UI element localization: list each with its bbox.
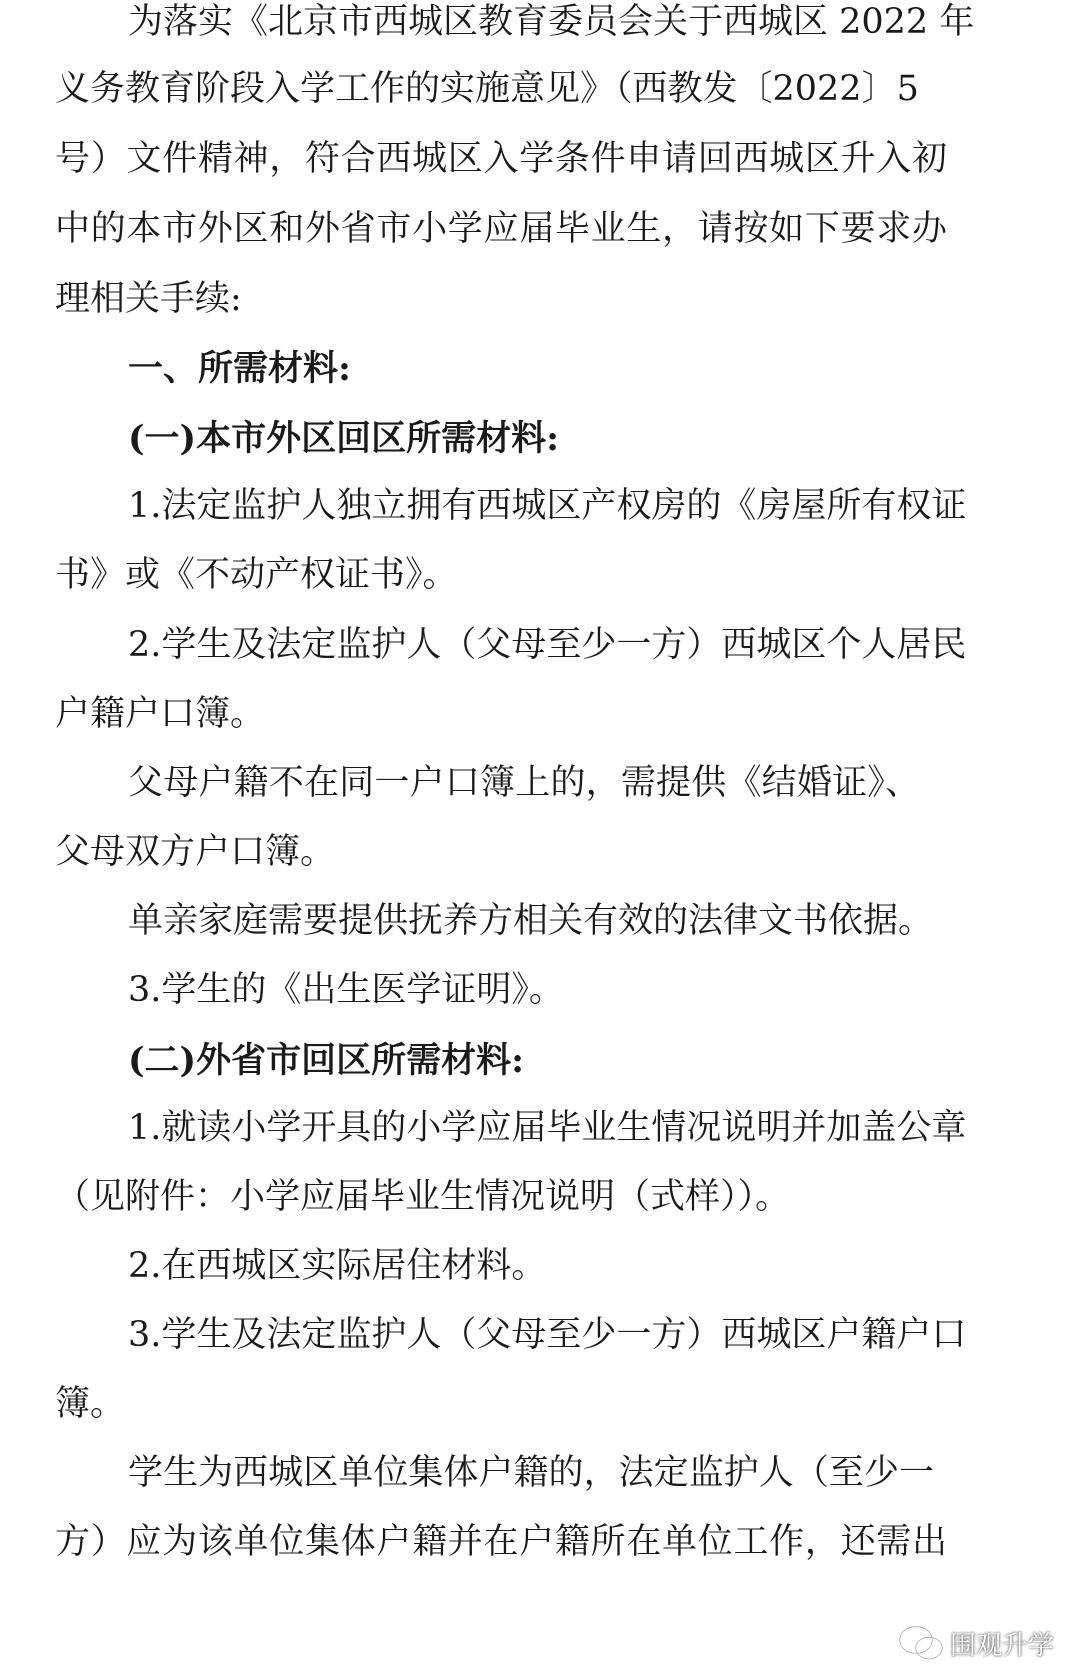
paragraph-line: 方）应为该单位集体户籍并在户籍所在单位工作，还需出 — [55, 1522, 947, 1562]
paragraph-line: 父母户籍不在同一户口簿上的，需提供《结婚证》、 — [128, 763, 920, 803]
paragraph-line: 1.法定监护人独立拥有西城区产权房的《房屋所有权证 — [128, 486, 967, 526]
paragraph-line: 3.学生的《出生医学证明》。 — [128, 970, 564, 1010]
paragraph-line: 为落实《北京市西城区教育委员会关于西城区 2022 年 — [128, 2, 975, 42]
paragraph-line: 中的本市外区和外省市小学应届毕业生，请按如下要求办 — [55, 209, 947, 249]
subsection-heading: (一)本市外区回区所需材料: — [128, 418, 560, 459]
paragraph-line: 书》或《不动产权证书》。 — [55, 555, 458, 595]
paragraph-line: 学生为西城区单位集体户籍的，法定监护人（至少一 — [128, 1453, 934, 1493]
section-heading: 一、所需材料: — [128, 348, 351, 389]
wechat-icon — [898, 1623, 944, 1663]
watermark-text: 围观升学 — [950, 1630, 1055, 1661]
paragraph-line: 2.学生及法定监护人（父母至少一方）西城区个人居民 — [128, 625, 967, 665]
paragraph-line: 1.就读小学开具的小学应届毕业生情况说明并加盖公章 — [128, 1108, 967, 1148]
paragraph-line: 理相关手续: — [55, 279, 242, 319]
watermark — [898, 1620, 1054, 1666]
subsection-heading: (二)外省市回区所需材料: — [128, 1040, 525, 1081]
paragraph-line: 父母双方户口簿。 — [55, 832, 336, 872]
paragraph-line: （见附件：小学应届毕业生情况说明（式样））。 — [55, 1177, 791, 1217]
paragraph-line: 单亲家庭需要提供抚养方相关有效的法律文书依据。 — [128, 901, 934, 941]
paragraph-line: 户籍户口簿。 — [55, 694, 266, 734]
paragraph-line: 2.在西城区实际居住材料。 — [128, 1246, 547, 1286]
paragraph-line: 号）文件精神，符合西城区入学条件申请回西城区升入初 — [55, 139, 947, 179]
paragraph-line: 3.学生及法定监护人（父母至少一方）西城区户籍户口 — [128, 1315, 967, 1355]
paragraph-line: 簿。 — [55, 1384, 126, 1424]
paragraph-line: 义务教育阶段入学工作的实施意见》（西教发〔2022〕5 — [55, 69, 919, 109]
